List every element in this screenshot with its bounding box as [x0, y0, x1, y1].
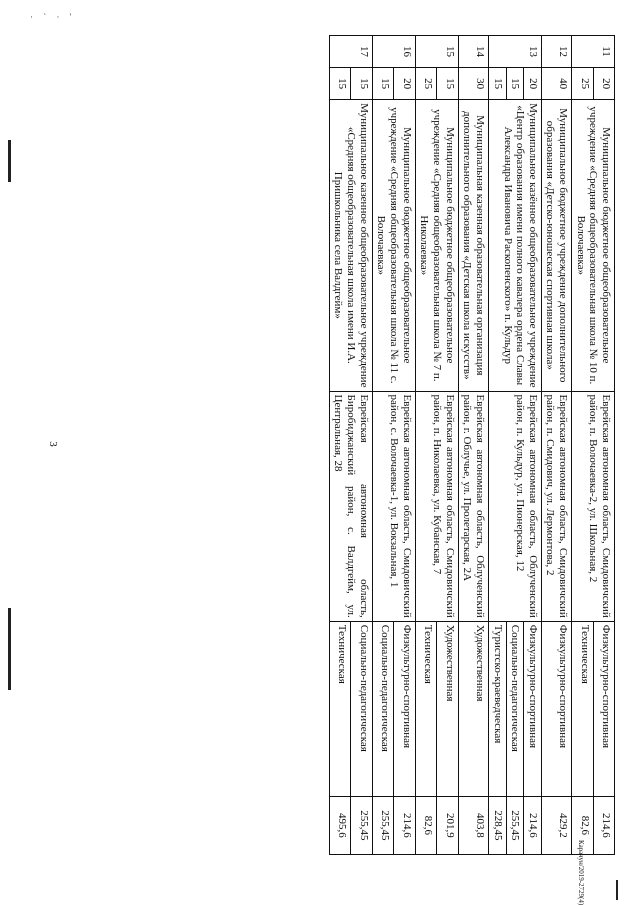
institution-name-cell: Муниципальное казенное общеобразовательное учреждение «Средняя общеобразовательная школа имени И.А. Пришкольника села Валдгейм» — [329, 100, 372, 391]
row-number-cell: 13 — [488, 36, 541, 68]
area-cell: 429,2 — [541, 796, 571, 854]
participants-count-cell: 15 — [329, 68, 350, 100]
participants-count-cell: 40 — [541, 68, 571, 100]
area-cell: 214,6 — [593, 796, 614, 854]
direction-cell: Социально-педагогическая — [372, 621, 393, 796]
table-body — [329, 36, 614, 855]
direction-cell: Физкультурно-спортивная — [541, 621, 571, 796]
area-cell: 214,6 — [524, 796, 542, 854]
direction-cell: Физкультурно-спортивная — [394, 621, 415, 796]
institution-name-cell: Муниципальная казенная образовательная организация дополнительного образования «Детская школа искусств» — [458, 100, 488, 391]
direction-cell: Социально-педагогическая — [506, 621, 524, 796]
scan-top-marks: · ` · ' — [30, 12, 76, 22]
institution-name-cell: Муниципальное бюджетное общеобразовательное учреждение «Средняя общеобразовательная школа № 10 п. Волочаевка» — [572, 100, 615, 391]
direction-cell: Социально-педагогическая — [351, 621, 372, 796]
institutions-table — [329, 35, 615, 855]
institution-address-cell: Еврейская автономная область, Смидовичский район, п. Николаевка, ул. Кубанская, 7 — [415, 391, 458, 621]
institution-address-cell: Еврейская автономная область, Смидовичский район, п. Смидович, ул. Лермонтова, 2 — [541, 391, 571, 621]
row-number-cell: 16 — [372, 36, 415, 68]
institution-address-cell: Еврейская автономная область, Биробиджанский район, с. Валдгейм, ул. Центральная, 28 — [329, 391, 372, 621]
direction-cell: Физкультурно-спортивная — [524, 621, 542, 796]
row-number-cell: 11 — [572, 36, 615, 68]
area-cell: 214,6 — [394, 796, 415, 854]
area-cell: 255,45 — [506, 796, 524, 854]
area-cell: 82,6 — [415, 796, 436, 854]
row-number-cell: 14 — [458, 36, 488, 68]
participants-count-cell: 30 — [458, 68, 488, 100]
table-row — [437, 36, 458, 855]
participants-count-cell: 20 — [394, 68, 415, 100]
direction-cell: Техническая — [572, 621, 593, 796]
area-cell: 403,8 — [458, 796, 488, 854]
direction-cell: Физкультурно-спортивная — [593, 621, 614, 796]
institution-address-cell: Еврейская автономная область, Смидовичский район, п. Волочаевка-2, ул. Школьная, 2 — [572, 391, 615, 621]
participants-count-cell: 25 — [415, 68, 436, 100]
table-row — [351, 36, 372, 855]
direction-cell: Художественная — [458, 621, 488, 796]
participants-count-cell: 20 — [593, 68, 614, 100]
institution-address-cell: Еврейская автономная область, Облученский район, п. Кульдур, ул. Пионерская, 12 — [488, 391, 541, 621]
document-code: Карачун/2019-2729(4) — [577, 840, 585, 905]
row-number-cell: 17 — [329, 36, 372, 68]
area-cell: 82,6 — [572, 796, 593, 854]
participants-count-cell: 25 — [572, 68, 593, 100]
institution-name-cell: Муниципальное бюджетное учреждение дополнительного образования «Детско-юношеская спортивная школа» — [541, 100, 571, 391]
participants-count-cell: 20 — [524, 68, 542, 100]
scan-mark-bottom — [8, 608, 11, 690]
page-number: 3 — [46, 441, 59, 447]
participants-count-cell: 15 — [351, 68, 372, 100]
institution-name-cell: Муниципальное казённое общеобразовательное учреждение «Центр образования имени полного кавалера ордена Славы Александра Ивановича Раскопенского» п. Кульдур — [488, 100, 541, 391]
area-cell: 201,9 — [437, 796, 458, 854]
table-row — [541, 36, 571, 855]
direction-cell: Художественная — [437, 621, 458, 796]
institution-address-cell: Еврейская автономная область, Смидовичский район, с. Волочаевка-1, ул. Вокзальная, 1 — [372, 391, 415, 621]
scan-mark-right — [616, 880, 618, 900]
direction-cell: Техническая — [415, 621, 436, 796]
area-cell: 228,45 — [488, 796, 506, 854]
area-cell: 495,6 — [329, 796, 350, 854]
table-row — [524, 36, 542, 855]
direction-cell: Техническая — [329, 621, 350, 796]
table-row — [394, 36, 415, 855]
row-number-cell: 15 — [415, 36, 458, 68]
scan-mark-top — [8, 140, 11, 182]
participants-count-cell: 15 — [488, 68, 506, 100]
participants-count-cell: 15 — [506, 68, 524, 100]
participants-count-cell: 15 — [372, 68, 393, 100]
institution-name-cell: Муниципальное бюджетное общеобразовательное учреждение «Средняя общеобразовательная школа № 11 с. Волочаевка» — [372, 100, 415, 391]
table-row — [458, 36, 488, 855]
area-cell: 255,45 — [372, 796, 393, 854]
table-row — [593, 36, 614, 855]
area-cell: 255,45 — [351, 796, 372, 854]
institution-name-cell: Муниципальное бюджетное общеобразовательное учреждение «Средняя общеобразовательная школа № 7 п. Николаевка» — [415, 100, 458, 391]
participants-count-cell: 15 — [437, 68, 458, 100]
rotated-table-sheet — [80, 35, 615, 855]
direction-cell: Туристско-краеведческая — [488, 621, 506, 796]
row-number-cell: 12 — [541, 36, 571, 68]
institution-address-cell: Еврейская автономная область, Облученский район, г. Облучье, ул. Пролетарская, 2А — [458, 391, 488, 621]
